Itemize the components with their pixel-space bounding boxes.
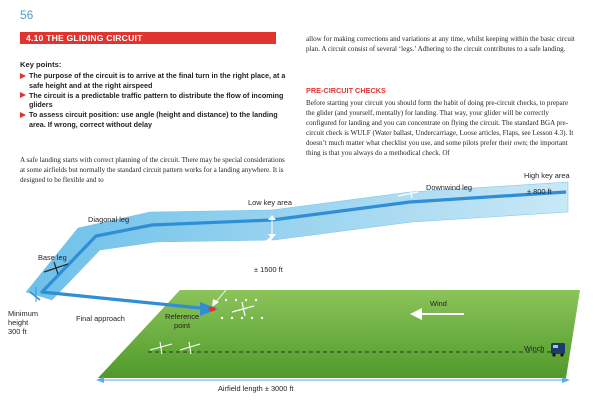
diagonal-leg-label: Diagonal leg [88,215,130,224]
base-leg-label: Base leg [38,253,67,262]
pre-circuit-heading: PRE-CIRCUIT CHECKS [306,86,386,95]
wind-label: Wind [430,299,447,308]
key-points-title: Key points: [20,60,62,69]
reference-point-label: Reference [165,312,200,321]
reference-point-label: point [174,321,191,330]
minimum-height-label: 300 ft [8,327,27,336]
reference-point-marker [208,307,215,312]
minimum-height-label: height [8,318,29,327]
winch-label: Winch [524,344,545,353]
circuit-band [26,182,568,300]
high-key-height-label: ± 800 ft [527,187,552,196]
key-point-text: To assess circuit position: use angle (height and distance) to the landing area. If wrong, correct without delay [29,110,278,129]
winch-wheel [552,353,555,356]
page-number: 56 [20,8,34,22]
section-title: 4.10 THE GLIDING CIRCUIT [20,32,276,44]
winch-wheel [560,353,563,356]
key-point-text: The circuit is a predictable traffic pattern to distribute the flow of incoming gliders [29,90,284,110]
winch-window [553,345,558,348]
airfield-grass [98,290,580,378]
distance-label: ± 1500 ft [254,265,283,274]
downwind-label: Downwind leg [426,183,473,192]
airfield-length-label: Airfield length ± 3000 ft [218,384,294,393]
minimum-height-label: Minimum [8,309,38,318]
winch-icon [551,343,565,354]
final-approach-label: Final approach [76,314,125,323]
circuit-paragraph: allow for making corrections and variations at any time, whilst keeping within the basic circuit plan. A circuit consist of several ‘legs.’ Adhering to the circuit contributes to a safe landing. [306,35,575,53]
high-key-label: High key area [524,171,570,180]
pre-circuit-paragraph: Before starting your circuit you should form the habit of doing pre-circuit checks, to prepare the glider (and yourself, mentally) for landing. That way, your glider will be correctly configured for landing and you can concentrate on flying the circuit. The standard BGA pre-circuit check is WULF (Water ballast, Undercarriage, Loose articles, Flaps, see Lesson 4.3). It doesn’t much matter what checklist you use, and some pilots prefer their own; the important thing is that you always do a methodical check. Of [306,99,574,157]
key-point-text: The purpose of the circuit is to arrive at the final turn in the right place, at a safe height and at the right airspeed [29,71,286,90]
intro-paragraph: A safe landing starts with correct planning of the circuit. There may be special considerations at some airfields but normally the standard circuit pattern works for a landing anywhere. It is designed to be flexible and to [20,156,285,184]
low-key-label: Low key area [248,198,292,207]
